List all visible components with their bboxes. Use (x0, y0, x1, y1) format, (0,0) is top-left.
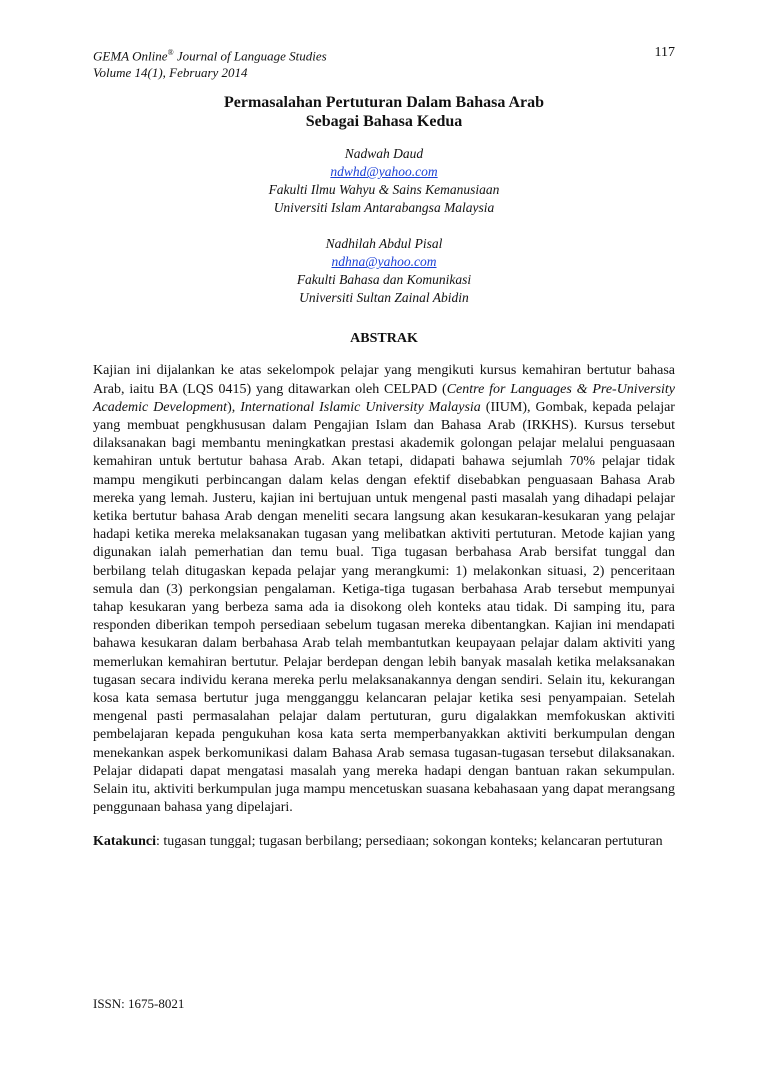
abstract-italic: Centre for Languages & Pre-University Academic Development (93, 381, 676, 415)
issn-footer: ISSN: 1675-8021 (93, 996, 185, 1011)
abstract-text: Kajian ini dijalankan ke atas sekelompok pelajar yang mengikuti kursus kemahiran bertutur bahasa Arab, iaitu BA (LQS 0415) yang ditawarkan oleh CELPAD ( (93, 363, 675, 397)
author-affiliation: Fakulti Bahasa dan Komunikasi (296, 272, 472, 288)
journal-name: GEMA Online (93, 48, 168, 64)
journal-suffix: Journal of Language Studies (173, 48, 327, 64)
author-block (93, 145, 675, 307)
author-email-link[interactable]: ndhna@yahoo.com (331, 254, 437, 270)
author-institution: Universiti Sultan Zainal Abidin (299, 290, 469, 306)
keywords-text: : tugasan tunggal; tugasan berbilang; persediaan; sokongan konteks; kelancaran pertuturan (156, 834, 663, 850)
author-institution: Universiti Islam Antarabangsa Malaysia (273, 200, 495, 216)
registered-mark: ® (167, 48, 174, 57)
keywords-label: Katakunci (93, 834, 157, 850)
title-line-1: Permasalahan Pertuturan Dalam Bahasa Arab (224, 94, 544, 112)
abstract-heading: ABSTRAK (350, 331, 418, 347)
author-2 (93, 235, 675, 307)
author-affiliation: Fakulti Ilmu Wahyu & Sains Kemanusiaan (268, 182, 500, 198)
keywords (93, 833, 675, 851)
running-header (93, 44, 675, 81)
author-email-link[interactable]: ndwhd@yahoo.com (330, 164, 438, 180)
page-number: 117 (654, 45, 675, 60)
author-1 (93, 145, 675, 217)
volume-line: Volume 14(1), February 2014 (93, 65, 248, 81)
abstract-text: ), (227, 399, 241, 415)
journal-line (93, 44, 675, 64)
author-name: Nadhilah Abdul Pisal (325, 236, 443, 252)
abstract-italic: International Islamic University Malaysia (240, 399, 481, 415)
title-line-2: Sebagai Bahasa Kedua (305, 113, 463, 131)
abstract-text: (IIUM), Gombak, kepada pelajar yang membuat pengkhususan dalam Pengajian Islam dan Bahasa Arab (IRKHS). Kursus tersebut dilaksanakan bagi membantu meningkatkan prestasi akademik golongan pelajar melalui penguasaan kemahiran untuk bertutur bahasa Arab. Akan tetapi, didapati bahawa sejumlah 70% pelajar tidak mampu mengikuti perbincangan dalam kelas dengan efektif disebabkan penguasaan Bahasa Arab mereka yang lemah. Justeru, kajian ini bertujuan untuk mengenal pasti masalah yang dihadapi pelajar ketika bertutur bahasa Arab dengan meneliti secara langsung akan kesukaran-kesukaran yang pelajar hadapi ketika mereka melaksanakan tugasan yang melibatkan aktiviti pertuturan. Metode kajian yang digunakan ialah pemerhatian dan temu bual. Tiga tugasan berbahasa Arab bersifat tunggal dan berbilang telah ditugaskan kepada pelajar yang merangkumi: 1) melakonkan situasi, 2) penceritaan semula dan (3) perkongsian pengalaman. Ketiga-tiga tugasan berbahasa Arab tersebut mempunyai tahap kesukaran yang berbeza sama ada ia disokong oleh konteks atau tidak. Di samping itu, para responden diberikan tempoh persediaan sebelum tugasan mereka dibentangkan. Kajian ini mendapati bahawa kesukaran dalam berbahasa Arab telah membantutkan keupayaan pelajar dalam aktiviti yang memerlukan kemahiran bertutur. Pelajar berdepan dengan lebih banyak masalah ketika melaksanakan tugasan secara individu kerana mereka perlu melaksanakannya dengan sendiri. Selain itu, kekurangan kosa kata semasa bertutur juga mengganggu kelancaran pelajar ketika sesi penyampaian. Setelah mengenal pasti permasalahan pelajar dalam pertuturan, guru digalakkan memfokuskan aktiviti pembelajaran kepada pengukuhan kosa kata serta memperbanyakkan aktiviti berkumpulan dengan menekankan aspek berkomunikasi dalam Bahasa Arab semasa tugasan-tugasan tersebut dilaksanakan. Pelajar didapati dapat mengatasi masalah yang mereka hadapi dengan bantuan rakan sekumpulan. Selain itu, aktiviti berkumpulan juga mampu mencetuskan suasana kebahasaan yang dapat merangsang penggunaan bahasa yang dipelajari. (93, 399, 675, 816)
author-name: Nadwah Daud (344, 146, 424, 162)
paper-page (93, 44, 675, 852)
paper-title (93, 93, 675, 131)
abstract-body (93, 362, 675, 817)
